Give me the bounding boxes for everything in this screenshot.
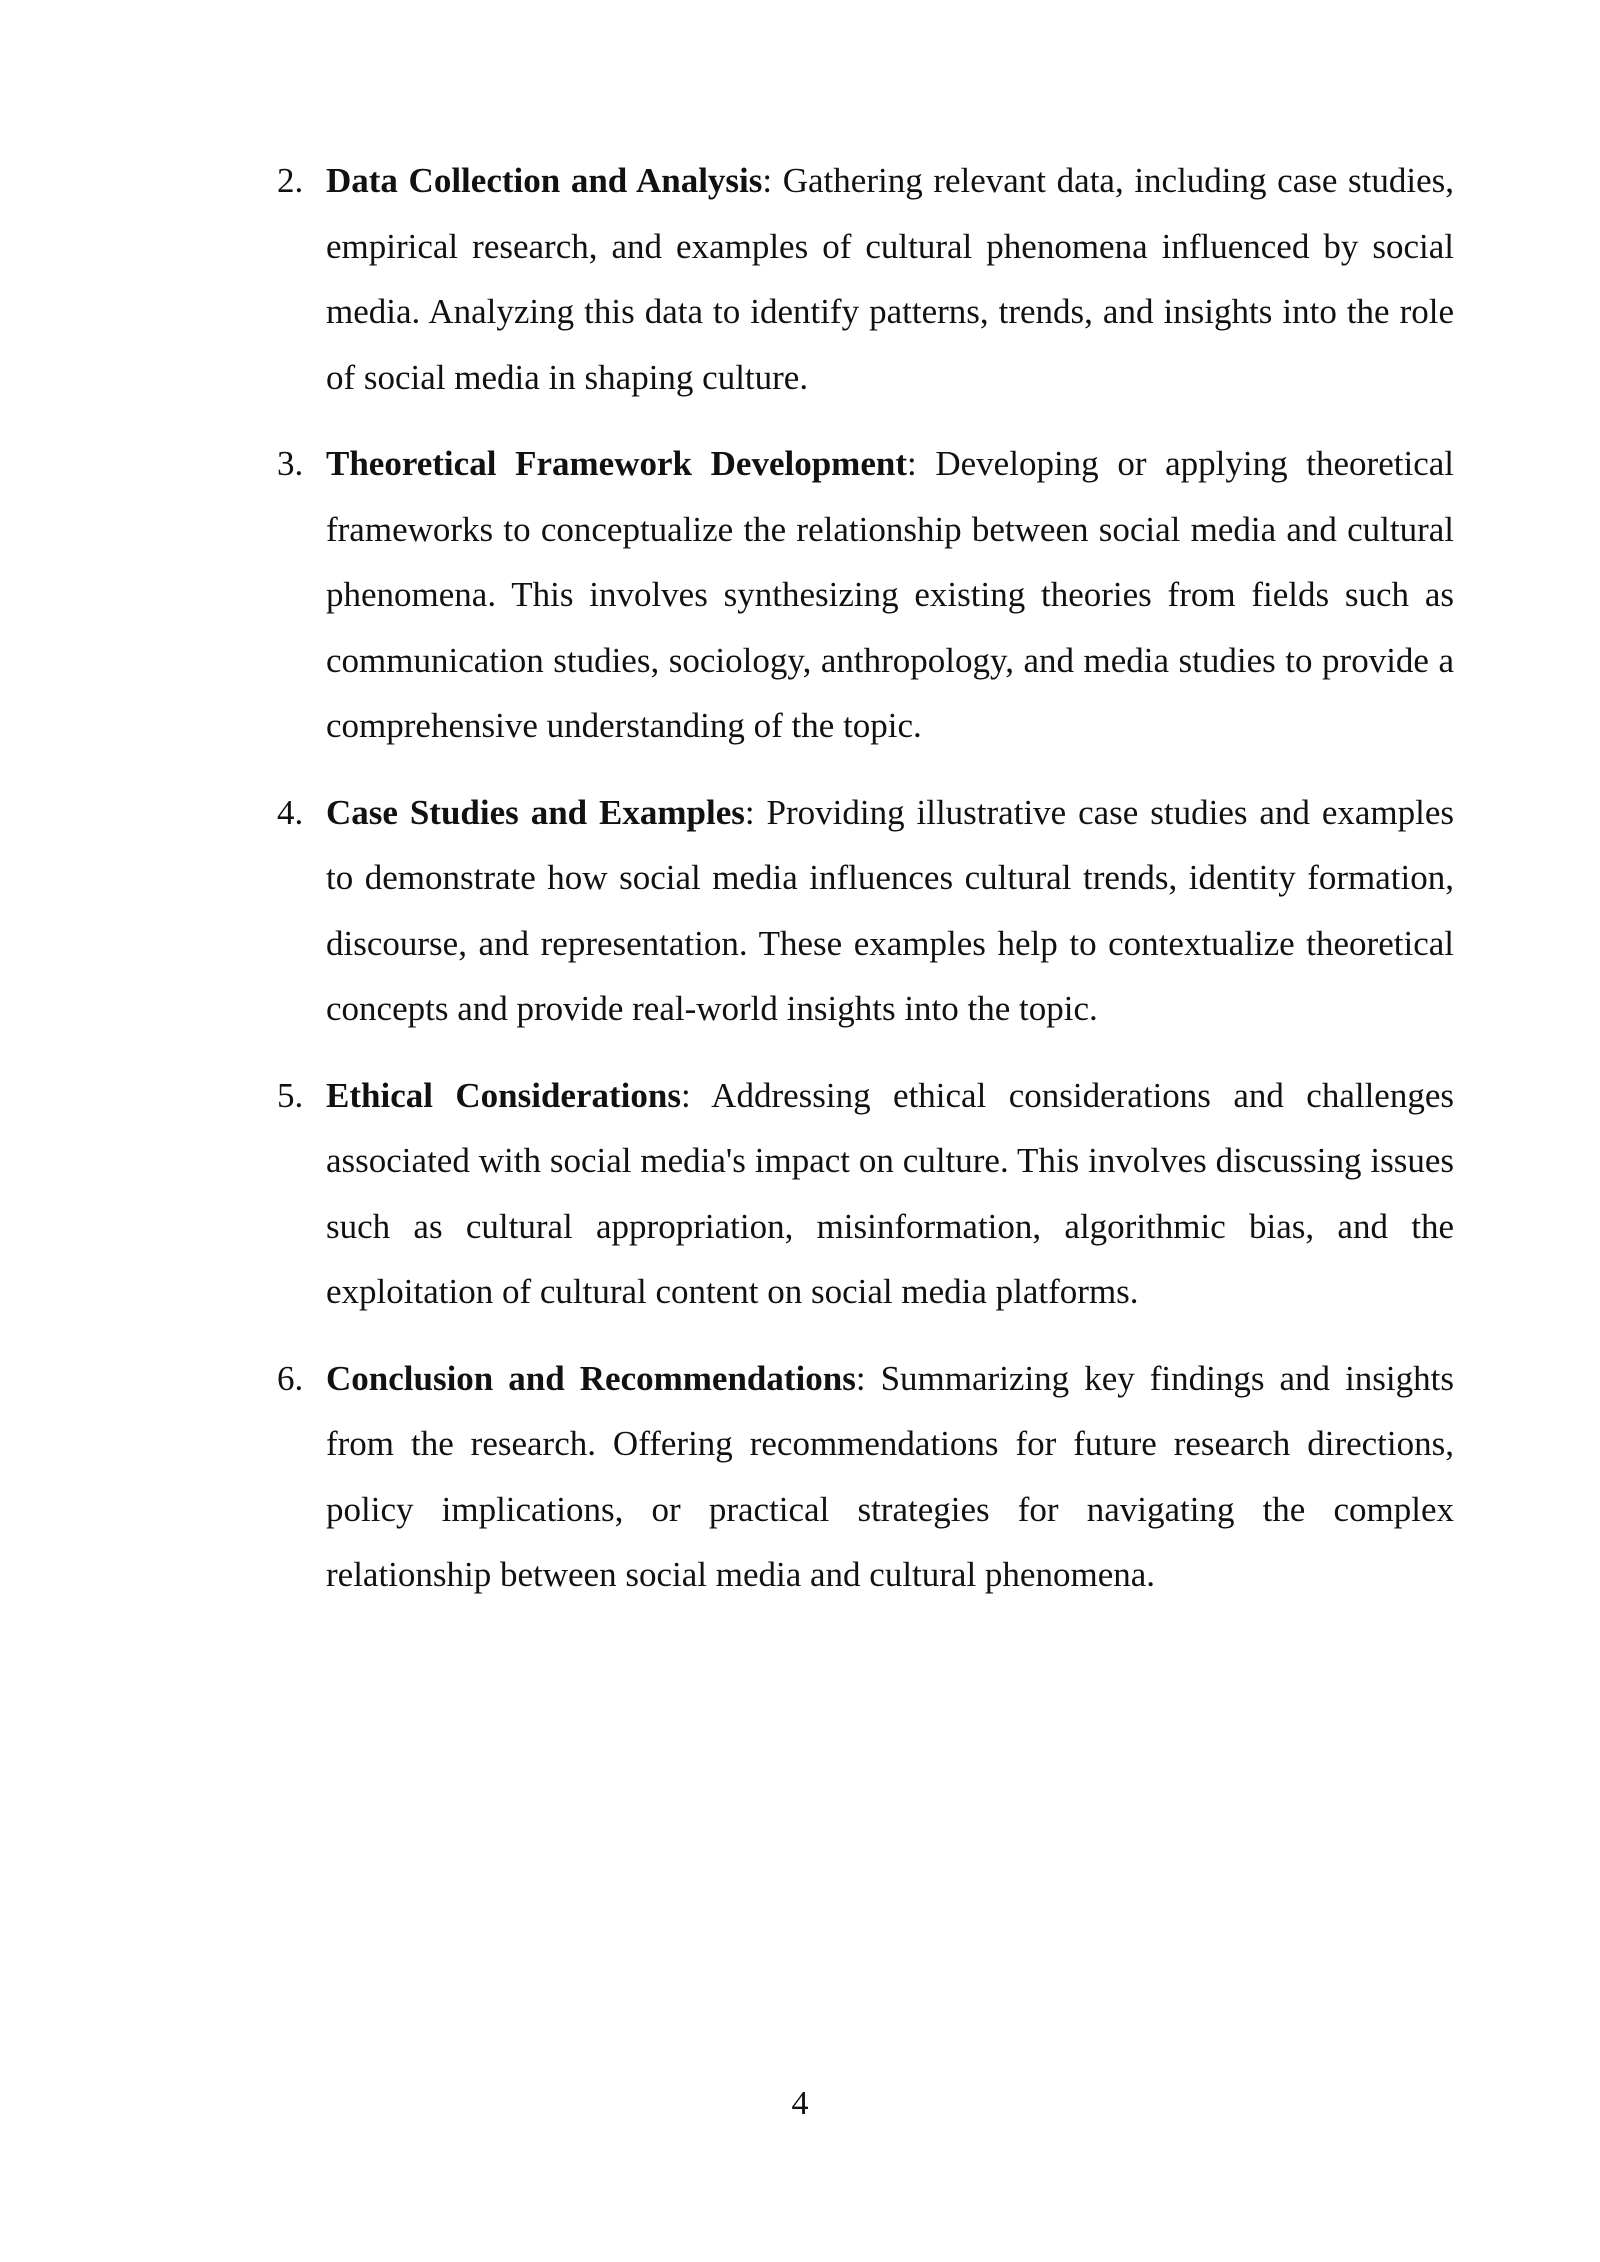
list-item-text: : Summarizing key findings and insights from the research. Offering recommendations for future research directions, policy implications, or practical strategies for navigating the complex relationship between social media and cultural phenomena. — [326, 1358, 1454, 1594]
list-item-title: Case Studies and Examples — [326, 792, 745, 832]
list-item — [260, 431, 1454, 759]
list-item-title: Conclusion and Recommendations — [326, 1358, 856, 1398]
list-item — [260, 1063, 1454, 1325]
list-item-number: 5. — [277, 1075, 304, 1115]
list-item-text: : Providing illustrative case studies and examples to demonstrate how social media influences cultural trends, identity formation, discourse, and representation. These examples help to contextualize theoretical concepts and provide real-world insights into the topic. — [326, 792, 1455, 1028]
list-item-text: : Gathering relevant data, including case studies, empirical research, and examples of cultural phenomena influenced by social media. Analyzing this data to identify patterns, trends, and insights into the role of social media in shaping culture. — [326, 161, 1454, 397]
list-item-title: Ethical Considerations — [326, 1075, 681, 1115]
list-item-text: : Addressing ethical considerations and challenges associated with social media's impact on culture. This involves discussing issues such as cultural appropriation, misinformation, algorithmic bias, and the exploitation of cultural content on social media platforms. — [326, 1075, 1454, 1311]
numbered-list — [260, 148, 1454, 1629]
list-item — [260, 780, 1454, 1042]
page-number: 4 — [791, 2085, 809, 2122]
list-item — [260, 148, 1454, 410]
list-item-number: 6. — [277, 1358, 304, 1398]
list-item-number: 4. — [277, 792, 304, 832]
list-item-number: 2. — [277, 161, 304, 200]
list-item-title: Data Collection and Analysis — [326, 161, 763, 200]
list-item-title: Theoretical Framework Development — [326, 444, 907, 483]
list-item-number: 3. — [277, 444, 304, 483]
list-item — [260, 1346, 1454, 1608]
list-item-text: : Developing or applying theoretical frameworks to conceptualize the relationship between social media and cultural phenomena. This involves synthesizing existing theories from fields such as communication studies, sociology, anthropology, and media studies to provide a comprehensive understanding of the topic. — [326, 444, 1454, 745]
